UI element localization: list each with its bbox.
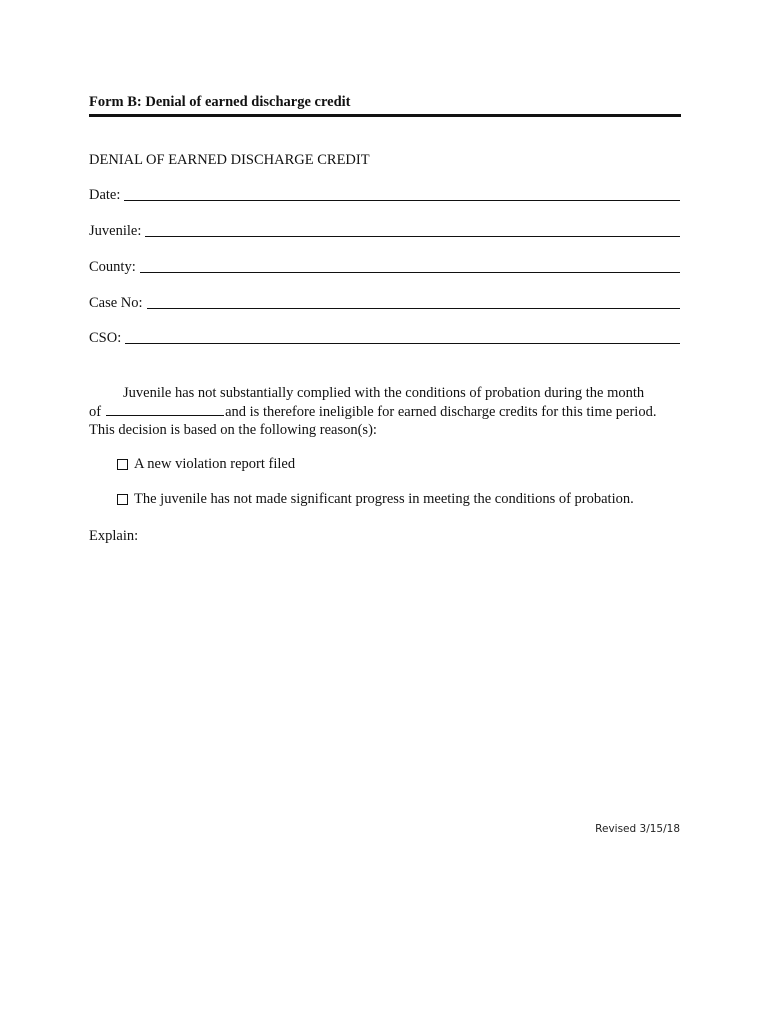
month-field[interactable]: [106, 402, 224, 416]
juvenile-label: Juvenile:: [89, 223, 142, 239]
page-header: [89, 93, 681, 117]
case-no-field-row: [89, 294, 680, 312]
juvenile-field-row: [89, 222, 680, 240]
statement-paragraph: [89, 384, 681, 439]
cso-field-row: [89, 329, 680, 347]
no-progress-label: The juvenile has not made significant progress in meeting the conditions of probation.: [134, 491, 634, 507]
juvenile-field[interactable]: [145, 222, 680, 237]
statement-line-1: Juvenile has not substantially complied with the conditions of probation during the month: [123, 385, 645, 401]
statement-line-2: [89, 402, 681, 421]
reason-no-progress: [117, 490, 634, 508]
date-field[interactable]: [124, 186, 680, 201]
case-no-label: Case No:: [89, 295, 143, 311]
new-violation-label: A new violation report filed: [134, 456, 296, 472]
cso-label: CSO:: [89, 330, 122, 346]
revision-date: Revised 3/15/18: [595, 823, 680, 835]
form-title: DENIAL OF EARNED DISCHARGE CREDIT: [89, 152, 370, 168]
no-progress-checkbox[interactable]: [117, 494, 128, 505]
county-field-row: [89, 258, 680, 276]
cso-field[interactable]: [125, 329, 680, 344]
page-title: Form B: Denial of earned discharge credit: [89, 94, 351, 110]
new-violation-checkbox[interactable]: [117, 459, 128, 470]
date-field-row: [89, 186, 680, 204]
header-divider: [89, 114, 681, 117]
county-field[interactable]: [140, 258, 680, 273]
reason-new-violation: [117, 455, 295, 473]
statement-line-3: This decision is based on the following reason(s):: [89, 422, 377, 438]
statement-line-2-suffix: and is therefore ineligible for earned discharge credits for this time period.: [225, 404, 657, 420]
explain-label: Explain:: [89, 528, 139, 544]
county-label: County:: [89, 259, 136, 275]
date-label: Date:: [89, 187, 121, 203]
statement-line-2-prefix: of: [89, 404, 102, 420]
case-no-field[interactable]: [147, 294, 680, 309]
